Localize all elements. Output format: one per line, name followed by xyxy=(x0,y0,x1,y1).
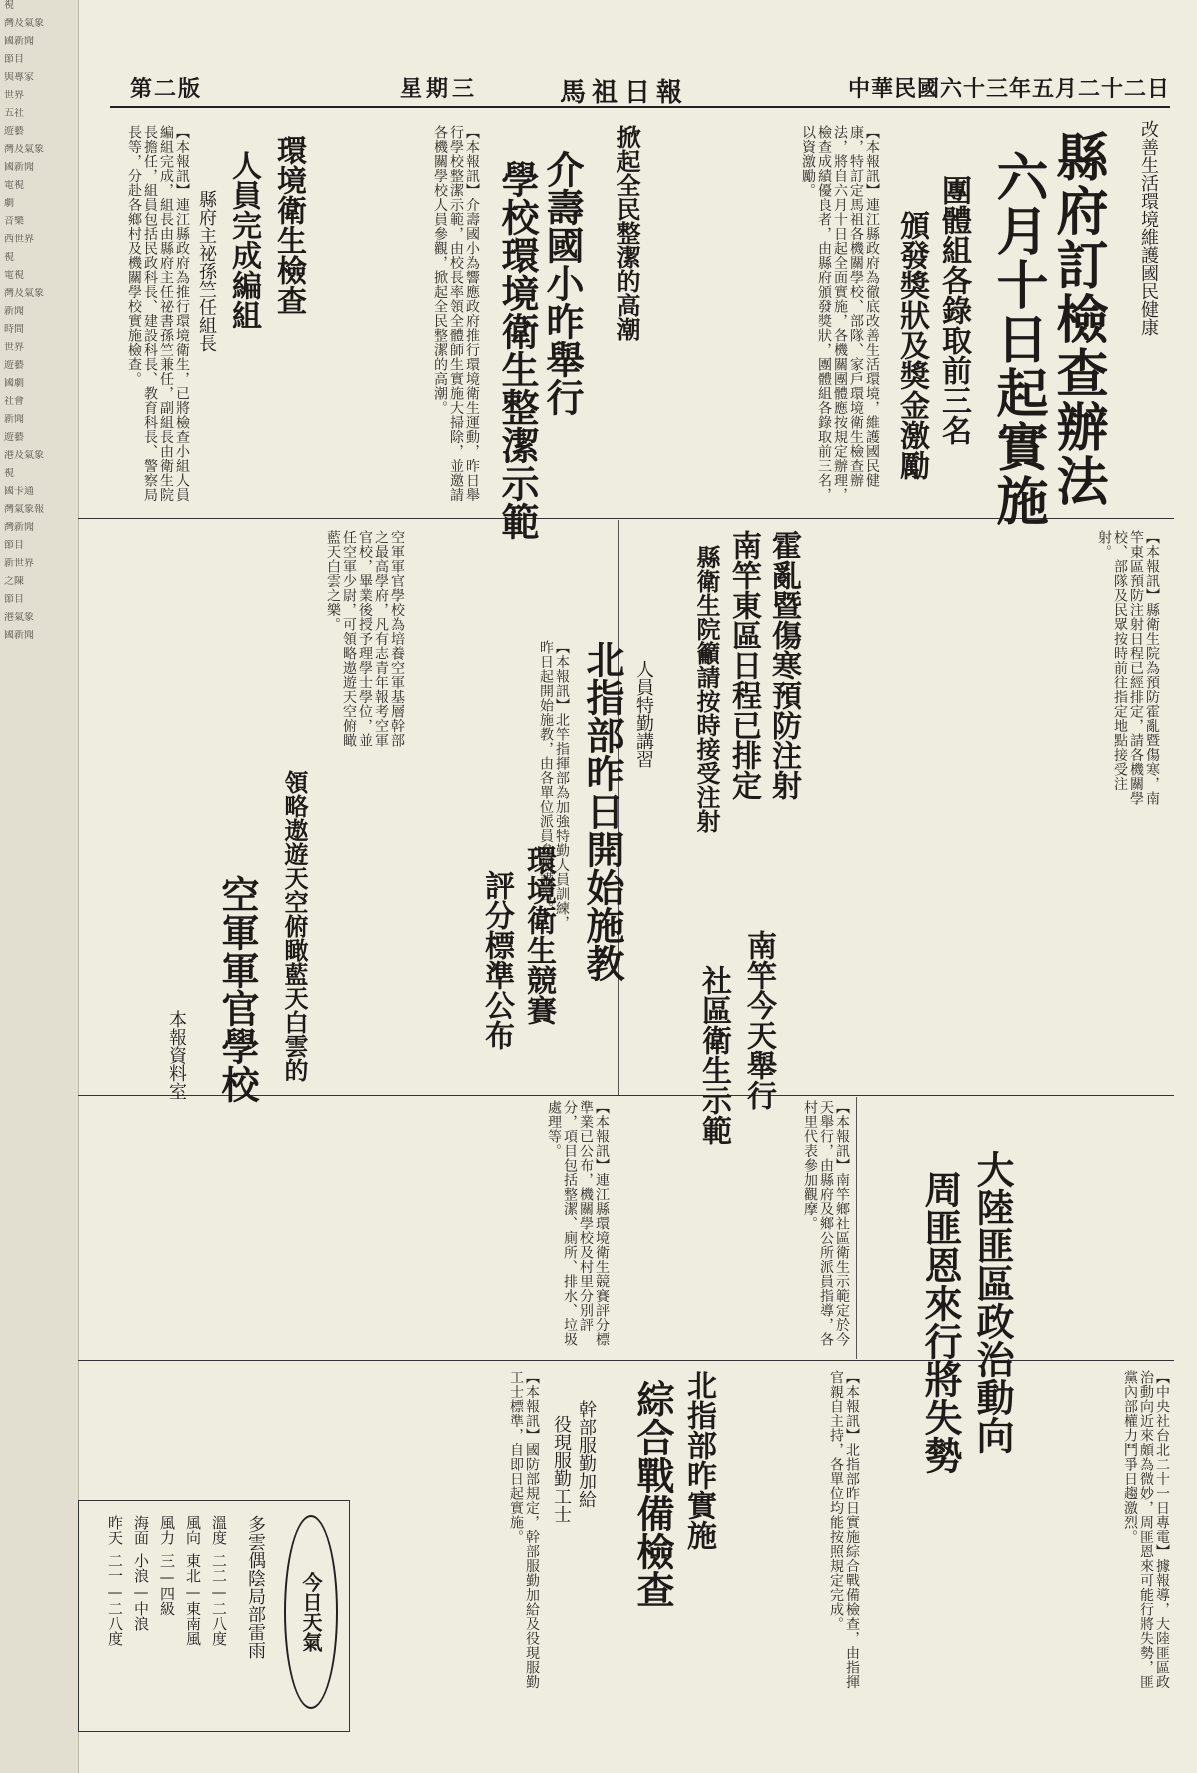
weather-row-value: 東北—東南風 xyxy=(184,1553,202,1646)
zhou-body: 【中央社台北二十一日專電】據報導，大陸匪區政治動向近來頗為微妙，周匪恩來可能行將失勢，匪黨內部權力鬥爭日趨激烈。 xyxy=(1122,1370,1170,1689)
weather-row xyxy=(105,1515,125,1646)
side-strip-item: 節目 xyxy=(4,54,24,65)
contest-title-1: 環境衛生競賽 xyxy=(521,845,556,1025)
lead-subhead-2: 頒發獎狀及獎金激勵 xyxy=(894,210,929,480)
cholera-title: 霍亂暨傷寒預防注射 xyxy=(766,530,801,800)
lead-kicker: 改善生活環境維護國民健康 xyxy=(1138,120,1159,336)
side-strip xyxy=(0,0,79,1773)
column-rule xyxy=(856,1097,857,1359)
weather-row-value: 小浪—中浪 xyxy=(132,1553,150,1631)
weather-row-label: 溫度 xyxy=(210,1515,228,1545)
cholera-body: 【本報訊】縣衛生院為預防霍亂暨傷寒，南竿東區預防注射日程已經排定，請各機關學校、部隊及民眾按時前往指定地點接受注射。 xyxy=(1096,530,1160,806)
weather-row-value: 二二—二八度 xyxy=(210,1553,228,1646)
lead-body: 【本報訊】連江縣政府為徹底改善生活環境，維護國民健康，特訂定馬祖各機關學校、部隊、家戶環境衛生檢查辦法，將自六月十日起全面實施，各機關團體應按規定辦理，檢查成績優良者，由縣府頒發獎狀，團體組各錄取前三名，以資激勵。 xyxy=(800,125,880,502)
side-strip-item: 新聞 xyxy=(4,414,24,425)
side-strip-item: 劇 xyxy=(4,198,14,209)
nangan-body: 【本報訊】南竿鄉社區衛生示範定於今天舉行，由縣府及鄉公所派員指導，各村里代表參加觀摩。 xyxy=(802,1100,850,1347)
drill-title-1: 北指部昨實施 xyxy=(681,1370,716,1550)
weather-row xyxy=(209,1515,229,1646)
weather-row-label: 昨天 xyxy=(106,1515,124,1545)
drill-body: 【本報訊】北指部昨日實施綜合戰備檢查，由指揮官親自主持，各單位均能按照規定完成。 xyxy=(828,1370,860,1689)
weather-forecast: 多雲偶陰局部雷雨 xyxy=(245,1515,266,1659)
side-strip-item: 國劇 xyxy=(4,378,24,389)
side-strip-item: 世界 xyxy=(4,90,24,101)
side-strip-item: 節目 xyxy=(4,594,24,605)
side-strip-item: 五社 xyxy=(4,108,24,119)
side-strip-item: 國新聞 xyxy=(4,36,34,47)
side-strip-item: 視 xyxy=(4,252,14,263)
page-number: 第二版 xyxy=(130,76,203,102)
side-strip-item: 節目 xyxy=(4,540,24,551)
nangan-title-1: 南竿今天舉行 xyxy=(741,930,776,1110)
zhou-title-1: 大陸匪區政治動向 xyxy=(970,1150,1015,1454)
lead-headline-1: 縣府訂檢查辦法 xyxy=(1047,130,1108,508)
duty-body: 【本報訊】國防部規定，幹部服勤加給及役現服勤工士標準，自即日起實施。 xyxy=(508,1370,540,1689)
weekday: 星期三 xyxy=(400,76,479,102)
cholera-sub-1: 南竿東區日程已排定 xyxy=(726,530,761,800)
side-strip-item: 灣新聞 xyxy=(4,522,34,533)
duty-title-2: 役現服勤工士 xyxy=(551,1415,572,1523)
weather-box xyxy=(78,1500,350,1732)
zhou-title-2: 周匪恩來行將失勢 xyxy=(918,1170,963,1474)
beinan-body: 【本報訊】北竿指揮部為加強特勤人員訓練，昨日起開始施教，由各單位派員參加講習。 xyxy=(538,640,570,930)
drill-title-2: 綜合戰備檢查 xyxy=(630,1380,675,1608)
side-strip-item: 灣及氣象 xyxy=(4,18,44,29)
side-strip-item: 電視 xyxy=(4,270,24,281)
school-body: 【本報訊】介壽國小為響應政府推行環境衛生運動，昨日舉行學校整潔示範，由校長率領全體師生實施大掃除，並邀請各機關學校人員參觀，掀起全民整潔的高潮。 xyxy=(432,125,480,502)
contest-body: 【本報訊】連江縣環境衛生競賽評分標準業已公布，機關學校及村里分別評分，項目包括整潔、廁所、排水、垃圾處理等。 xyxy=(546,1100,610,1347)
side-strip-item: 灣及氣象 xyxy=(4,144,44,155)
lead-subhead-1: 團體組各錄取前三名 xyxy=(936,175,971,445)
academy-title-2: 空軍軍官學校 xyxy=(215,875,260,1103)
side-strip-item: 國新聞 xyxy=(4,630,34,641)
side-strip-item: 視 xyxy=(4,468,14,479)
weather-row-value: 三—四級 xyxy=(158,1553,176,1616)
academy-body: 空軍軍官學校為培養空軍基層幹部之最高學府，凡有志青年報考空軍官校，畢業後授予理學士學位，並任空軍少尉，可領略遨遊天空俯瞰藍天白雲之樂。 xyxy=(325,530,405,748)
weather-row-label: 風向 xyxy=(184,1515,202,1545)
side-strip-item: 與專家 xyxy=(4,72,34,83)
weather-row-label: 風力 xyxy=(158,1515,176,1545)
issue-date: 中華民國六十三年五月二十二日 xyxy=(847,76,1170,102)
side-strip-item: 時間 xyxy=(4,324,24,335)
masthead xyxy=(110,68,1170,108)
side-strip-item: 西世界 xyxy=(4,234,34,245)
school-title-3: 掀起全民整潔的高潮 xyxy=(612,125,641,341)
beinan-title: 北指部昨日開始施教 xyxy=(580,640,625,982)
academy-title-1: 領略遨遊天空俯瞰藍天白雲的 xyxy=(280,770,309,1082)
inspect-body: 【本報訊】連江縣政府為推行環境衛生，已將檢查小組人員編組完成，組長由縣府主任祕書孫竺兼任，副組長由衛生院長擔任，組員包括民政科長、建設科長、教育科長、警察局長等，分赴各鄉村及機關學校實施檢查。 xyxy=(126,125,190,502)
side-strip-item: 灣氣象報 xyxy=(4,504,44,515)
school-title-2: 學校環境衛生整潔示範 xyxy=(495,160,540,540)
weather-title: 今日天氣 xyxy=(284,1515,338,1709)
contest-title-2: 評分標準公布 xyxy=(479,870,514,1050)
side-strip-item: 遊藝 xyxy=(4,360,24,371)
duty-title-1: 幹部服勤加給 xyxy=(576,1400,597,1508)
side-strip-item: 音樂 xyxy=(4,216,24,227)
side-strip-item: 遊藝 xyxy=(4,126,24,137)
academy-credit: 本報資料室 xyxy=(166,1010,187,1100)
side-strip-item: 社會 xyxy=(4,396,24,407)
weather-row-value: 二一—二八度 xyxy=(106,1553,124,1646)
paper-name: 馬祖日報 xyxy=(560,78,689,108)
weather-row-label: 海面 xyxy=(132,1515,150,1545)
side-strip-item: 之陳 xyxy=(4,576,24,587)
side-strip-item: 港氣象 xyxy=(4,612,34,623)
inspect-byline: 縣府主祕孫竺任組長 xyxy=(196,190,217,352)
side-strip-item: 視 xyxy=(4,0,14,11)
nangan-title-2: 社區衛生示範 xyxy=(696,965,731,1145)
weather-row xyxy=(131,1515,151,1631)
weather-row xyxy=(157,1515,177,1616)
lead-headline-2: 六月十日起實施 xyxy=(987,150,1048,528)
cholera-sub-2: 縣衛生院籲請按時接受注射 xyxy=(692,545,721,833)
side-strip-item: 國卡通 xyxy=(4,486,34,497)
side-strip-item: 新世界 xyxy=(4,558,34,569)
side-strip-item: 新聞 xyxy=(4,306,24,317)
side-strip-item: 遊藝 xyxy=(4,432,24,443)
beinan-sub: 人員特勤講習 xyxy=(633,660,654,768)
side-strip-item: 灣及氣象 xyxy=(4,288,44,299)
weather-row xyxy=(183,1515,203,1646)
side-strip-item: 電視 xyxy=(4,180,24,191)
school-title-1: 介壽國小昨舉行 xyxy=(540,150,585,416)
side-strip-item: 世界 xyxy=(4,342,24,353)
side-strip-item: 港及氣象 xyxy=(4,450,44,461)
inspect-subtitle: 人員完成編組 xyxy=(226,150,261,330)
side-strip-item: 國新聞 xyxy=(4,162,34,173)
inspect-title: 環境衛生檢查 xyxy=(271,135,306,315)
